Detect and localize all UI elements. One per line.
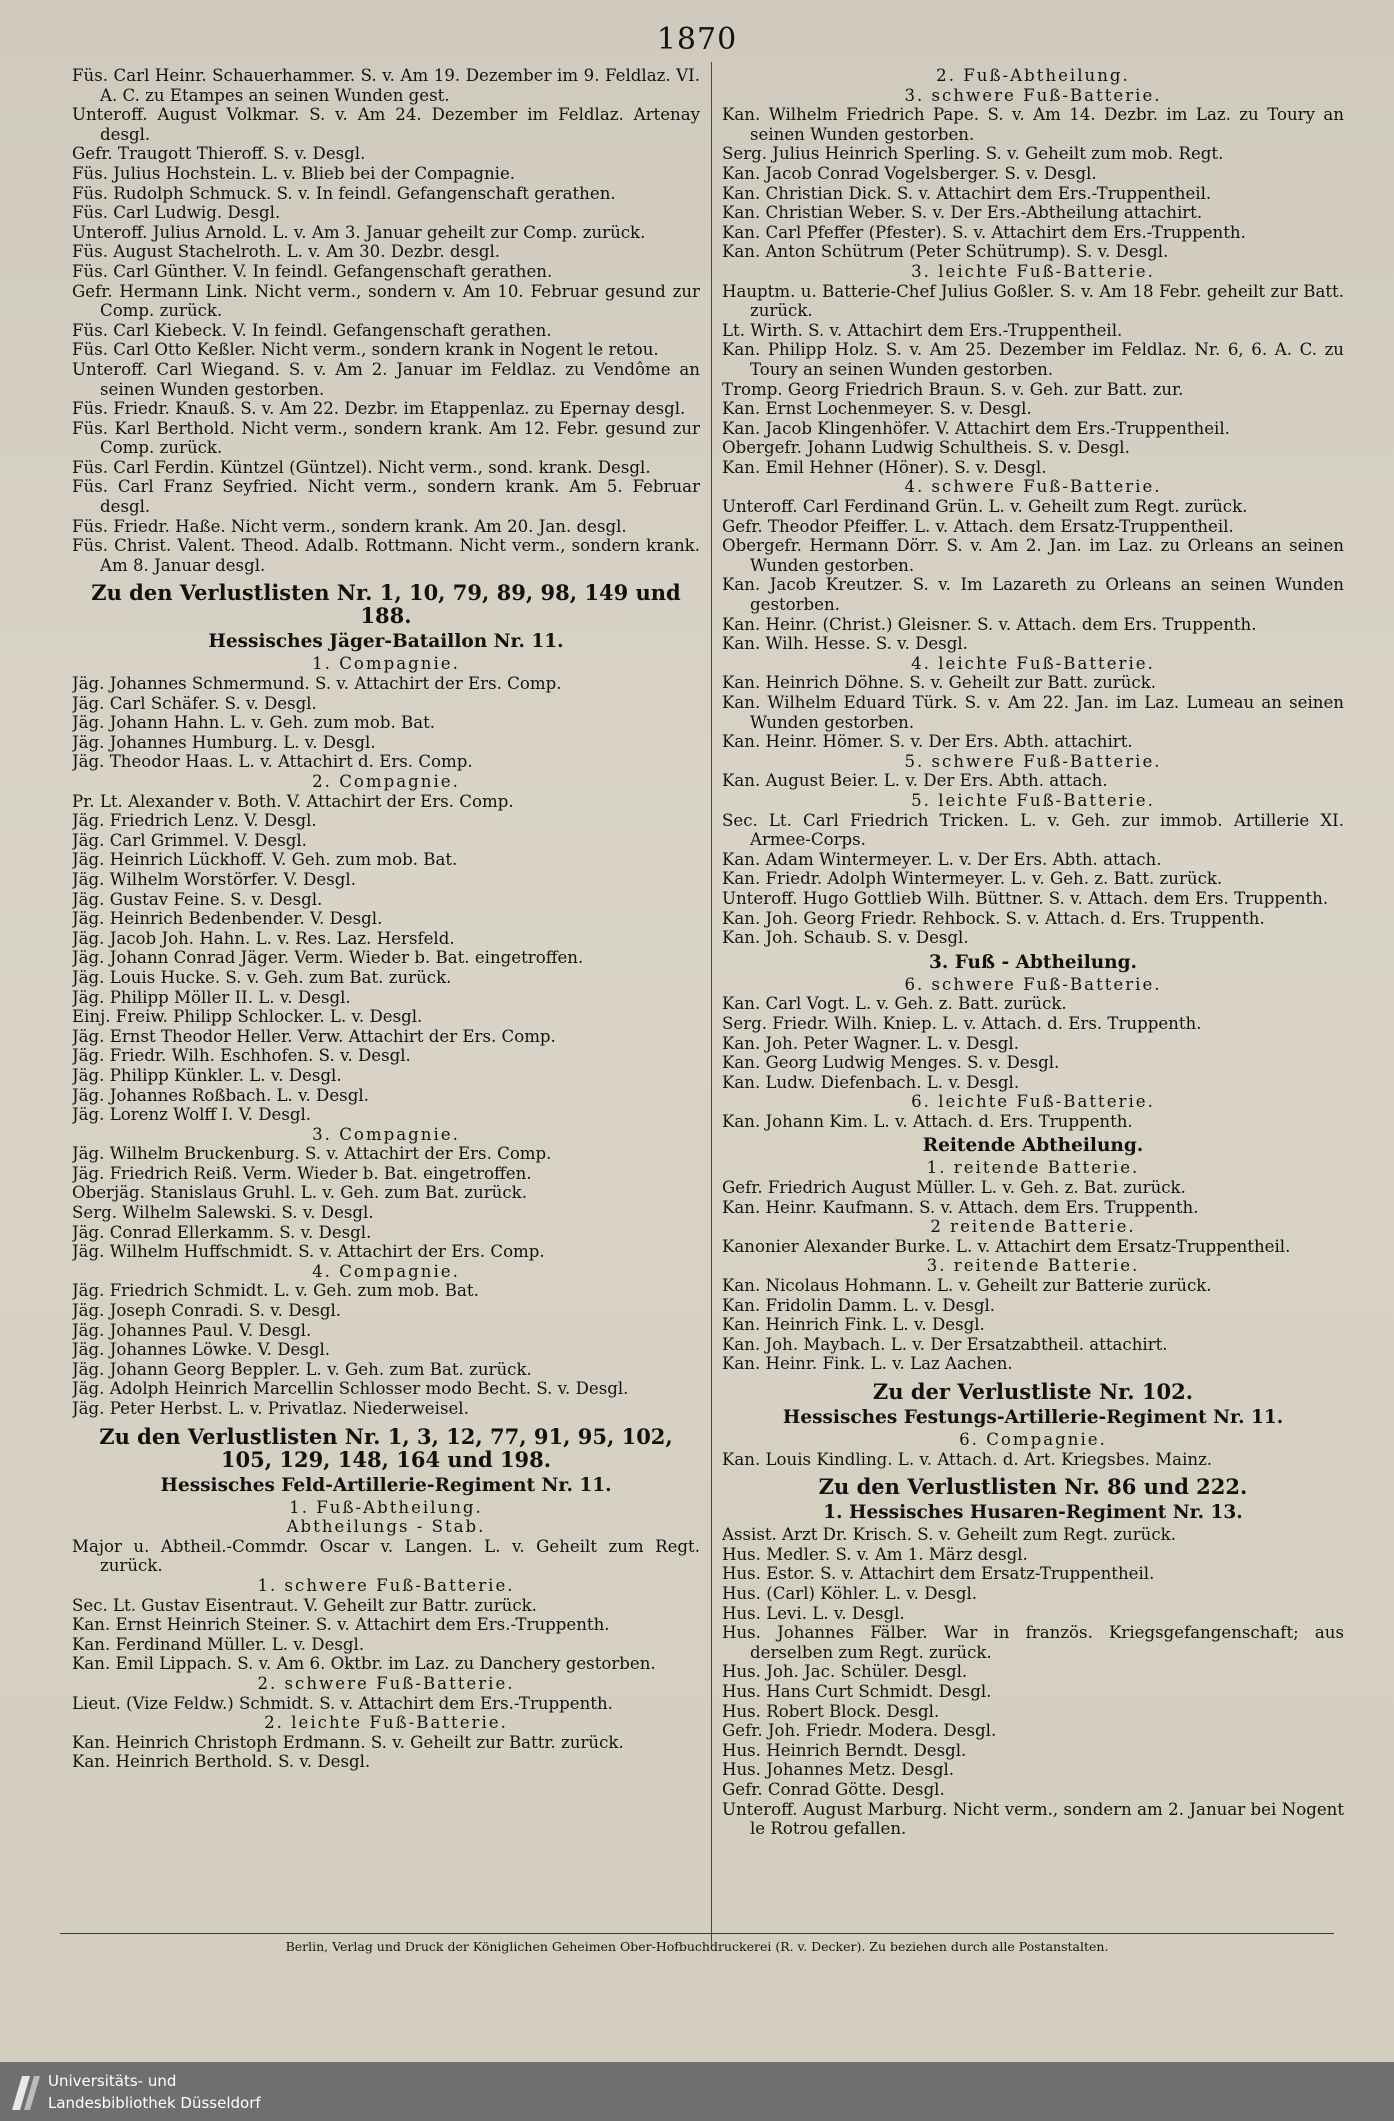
casualty-entry: Jäg. Theodor Haas. L. v. Attachirt d. Ers. Comp. bbox=[72, 752, 473, 772]
casualty-entry: Kan. Adam Wintermeyer. L. v. Der Ers. Abth. attach. bbox=[722, 849, 1162, 869]
casualty-entry: Jäg. Louis Hucke. S. v. Geh. zum Bat. zurück. bbox=[72, 967, 452, 987]
list-heading: Zu den Verlustlisten Nr. 86 und 222. bbox=[818, 1474, 1248, 1500]
casualty-entry: Jäg. Heinrich Lückhoff. V. Geh. zum mob. Bat. bbox=[72, 850, 458, 870]
regiment-heading: Hessisches Festungs-Artillerie-Regiment Nr. 11. bbox=[782, 1407, 1284, 1428]
casualty-entry: Kan. Johann Kim. L. v. Attach. d. Ers. Truppenth. bbox=[722, 1111, 1133, 1131]
casualty-entry: Jäg. Adolph Heinrich Marcellin Schlosser modo Becht. S. v. Desgl. bbox=[72, 1379, 629, 1399]
casualty-entry: Füs. Carl Ferdin. Küntzel (Güntzel). Nicht verm., sond. krank. Desgl. bbox=[72, 457, 651, 477]
casualty-entry: Jäg. Wilhelm Bruckenburg. S. v. Attachirt der Ers. Comp. bbox=[72, 1144, 552, 1164]
casualty-entry: Kan. Friedr. Adolph Wintermeyer. L. v. Geh. z. Batt. zurück. bbox=[722, 869, 1223, 889]
casualty-entry: Kan. Carl Pfeffer (Pfester). S. v. Attachirt dem Ers.-Truppenth. bbox=[722, 222, 1246, 242]
casualty-entry: Kan. Heinr. Hömer. S. v. Der Ers. Abth. attachirt. bbox=[722, 732, 1133, 752]
casualty-entry: Jäg. Peter Herbst. L. v. Privatlaz. Niederweisel. bbox=[72, 1399, 469, 1418]
unit-subheading: 2. schwere Fuß-Batterie. bbox=[257, 1673, 515, 1693]
casualty-entry: Kanonier Alexander Burke. L. v. Attachirt dem Ersatz-Truppentheil. bbox=[722, 1236, 1291, 1256]
list-heading: Zu den Verlustlisten Nr. 1, 10, 79, 89, 98, 149 und 188. bbox=[91, 580, 681, 629]
casualty-entry: Hus. Levi. L. v. Desgl. bbox=[722, 1603, 905, 1623]
casualty-entry: Kan. Heinrich Fink. L. v. Desgl. bbox=[722, 1315, 985, 1335]
unit-subheading: 4. schwere Fuß-Batterie. bbox=[904, 477, 1162, 497]
casualty-entry: Kan. Joh. Georg Friedr. Rehbock. S. v. Attach. d. Ers. Truppenth. bbox=[722, 908, 1265, 928]
imprint-footer: Berlin, Verlag und Druck der Königlichen Geheimen Ober-Hofbuchdruckerei (R. v. Decker). Zu beziehen durch alle Postanstalten. bbox=[60, 1933, 1334, 1954]
casualty-entry: Gefr. Theodor Pfeiffer. L. v. Attach. dem Ersatz-Truppentheil. bbox=[722, 516, 1234, 536]
casualty-entry: Kan. Heinr. (Christ.) Gleisner. S. v. Attach. dem Ers. Truppenth. bbox=[722, 614, 1257, 634]
casualty-entry: Jäg. Friedrich Reiß. Verm. Wieder b. Bat. eingetroffen. bbox=[72, 1163, 532, 1183]
regiment-heading: Hessisches Feld-Artillerie-Regiment Nr. 11. bbox=[160, 1474, 612, 1496]
library-name-line1: Universitäts- und bbox=[48, 2072, 177, 2090]
unit-subheading: Abtheilungs - Stab. bbox=[286, 1517, 486, 1537]
casualty-entry: Gefr. Friedrich August Müller. L. v. Geh. z. Bat. zurück. bbox=[722, 1178, 1186, 1198]
unit-subheading: 2 reitende Batterie. bbox=[930, 1217, 1136, 1237]
casualty-entry: Jäg. Joseph Conradi. S. v. Desgl. bbox=[72, 1301, 342, 1321]
casualty-entry: Füs. Carl Günther. V. In feindl. Gefangenschaft gerathen. bbox=[72, 261, 553, 281]
casualty-entry: Kan. Louis Kindling. L. v. Attach. d. Art. Kriegsbes. Mainz. bbox=[722, 1449, 1213, 1469]
casualty-entry: Hus. Estor. S. v. Attachirt dem Ersatz-Truppentheil. bbox=[722, 1564, 1155, 1584]
casualty-entry: Jäg. Lorenz Wolff I. V. Desgl. bbox=[72, 1105, 312, 1125]
unit-subheading: 2. leichte Fuß-Batterie. bbox=[264, 1713, 508, 1733]
casualty-entry: Jäg. Johann Hahn. L. v. Geh. zum mob. Bat. bbox=[72, 713, 436, 733]
casualty-entry: Gefr. Joh. Friedr. Modera. Desgl. bbox=[722, 1721, 997, 1741]
unit-subheading: 1. Fuß-Abtheilung. bbox=[289, 1497, 483, 1517]
casualty-entry: Unteroff. Julius Arnold. L. v. Am 3. Januar geheilt zur Comp. zurück. bbox=[72, 222, 646, 242]
casualty-entry: Obergefr. Johann Ludwig Schultheis. S. v. Desgl. bbox=[722, 438, 1130, 458]
casualty-entry: Kan. Ferdinand Müller. L. v. Desgl. bbox=[72, 1634, 365, 1654]
unit-subheading: 3. schwere Fuß-Batterie. bbox=[904, 85, 1162, 105]
casualty-entry: Füs. Julius Hochstein. L. v. Blieb bei der Compagnie. bbox=[72, 163, 516, 183]
casualty-entry: Hus. Hans Curt Schmidt. Desgl. bbox=[722, 1681, 992, 1701]
casualty-entry: Gefr. Conrad Götte. Desgl. bbox=[722, 1779, 945, 1799]
casualty-entry: Füs. Carl Kiebeck. V. In feindl. Gefangenschaft gerathen. bbox=[72, 320, 552, 340]
casualty-entry: Füs. Rudolph Schmuck. S. v. In feindl. Gefangenschaft gerathen. bbox=[72, 183, 616, 203]
casualty-entry: Kan. Jacob Kreutzer. S. v. Im Lazareth zu Orleans an seinen Wunden gestorben. bbox=[722, 575, 1344, 615]
casualty-entry: Jäg. Carl Schäfer. S. v. Desgl. bbox=[72, 693, 317, 713]
casualty-entry: Jäg. Friedrich Lenz. V. Desgl. bbox=[72, 811, 317, 831]
casualty-entry: Jäg. Wilhelm Worstörfer. V. Desgl. bbox=[72, 869, 356, 889]
casualty-entry: Jäg. Wilhelm Huffschmidt. S. v. Attachirt der Ers. Comp. bbox=[72, 1242, 545, 1262]
casualty-entry: Füs. August Stachelroth. L. v. Am 30. Dezbr. desgl. bbox=[72, 242, 501, 262]
unit-subheading: 6. leichte Fuß-Batterie. bbox=[911, 1092, 1155, 1112]
casualty-entry: Kan. Georg Ludwig Menges. S. v. Desgl. bbox=[722, 1053, 1060, 1073]
casualty-entry: Jäg. Johannes Schmermund. S. v. Attachirt der Ers. Comp. bbox=[72, 674, 562, 694]
list-heading: Zu der Verlustliste Nr. 102. bbox=[872, 1379, 1194, 1404]
casualty-entry: Jäg. Philipp Künkler. L. v. Desgl. bbox=[72, 1065, 342, 1085]
casualty-entry: Sec. Lt. Carl Friedrich Tricken. L. v. Geh. zur immob. Artillerie XI. Armee-Corps. bbox=[722, 810, 1344, 850]
casualty-entry: Jäg. Johann Georg Beppler. L. v. Geh. zum Bat. zurück. bbox=[72, 1359, 532, 1379]
casualty-entry: Füs. Christ. Valent. Theod. Adalb. Rottmann. Nicht verm., sondern krank. Am 8. Januar desgl. bbox=[72, 536, 700, 575]
casualty-entry: Unteroff. Hugo Gottlieb Wilh. Büttner. S. v. Attach. dem Ers. Truppenth. bbox=[722, 888, 1329, 908]
casualty-entry: Kan. Joh. Peter Wagner. L. v. Desgl. bbox=[722, 1033, 1019, 1053]
unit-subheading: 1. Compagnie. bbox=[312, 654, 460, 674]
casualty-entry: Assist. Arzt Dr. Krisch. S. v. Geheilt zum Regt. zurück. bbox=[722, 1525, 1176, 1545]
casualty-entry: Hus. (Carl) Köhler. L. v. Desgl. bbox=[722, 1583, 978, 1603]
left-column bbox=[72, 66, 700, 1946]
casualty-entry: Jäg. Conrad Ellerkamm. S. v. Desgl. bbox=[72, 1222, 372, 1242]
casualty-entry: Hauptm. u. Batterie-Chef Julius Goßler. S. v. Am 18 Febr. geheilt zur Batt. zurück. bbox=[722, 281, 1344, 321]
casualty-entry: Kan. Heinrich Döhne. S. v. Geheilt zur Batt. zurück. bbox=[722, 673, 1157, 693]
right-column bbox=[722, 66, 1344, 1946]
casualty-entry: Hus. Heinrich Berndt. Desgl. bbox=[722, 1740, 967, 1760]
casualty-entry: Kan. Heinrich Berthold. S. v. Desgl. bbox=[72, 1752, 371, 1772]
casualty-entry: Jäg. Johannes Humburg. L. v. Desgl. bbox=[72, 732, 376, 752]
casualty-entry: Hus. Joh. Jac. Schüler. Desgl. bbox=[722, 1662, 968, 1682]
casualty-entry: Pr. Lt. Alexander v. Both. V. Attachirt der Ers. Comp. bbox=[72, 791, 514, 811]
unit-subheading: 4. leichte Fuß-Batterie. bbox=[911, 653, 1155, 673]
unit-subheading: 5. schwere Fuß-Batterie. bbox=[904, 751, 1162, 771]
library-logo-icon bbox=[8, 2072, 44, 2112]
casualty-entry: Kan. Philipp Holz. S. v. Am 25. Dezember im Feldlaz. Nr. 6, 6. A. C. zu Toury an seinen Wunden gestorben. bbox=[722, 340, 1344, 379]
casualty-entry: Unteroff. Carl Wiegand. S. v. Am 2. Januar im Feldlaz. zu Vendôme an seinen Wunden gestorben. bbox=[72, 359, 700, 399]
casualty-entry: Jäg. Johannes Roßbach. L. v. Desgl. bbox=[72, 1085, 369, 1105]
column-divider bbox=[711, 62, 712, 1947]
unit-subheading: 1. schwere Fuß-Batterie. bbox=[257, 1575, 515, 1595]
unit-subheading: 2. Compagnie. bbox=[312, 772, 460, 791]
casualty-entry: Jäg. Carl Grimmel. V. Desgl. bbox=[72, 830, 307, 850]
casualty-entry: Kan. Christian Weber. S. v. Der Ers.-Abtheilung attachirt. bbox=[722, 203, 1203, 223]
regiment-heading: 1. Hessisches Husaren-Regiment Nr. 13. bbox=[823, 1502, 1243, 1524]
casualty-entry: Einj. Freiw. Philipp Schlocker. L. v. Desgl. bbox=[72, 1007, 423, 1027]
casualty-entry: Kan. Ludw. Diefenbach. L. v. Desgl. bbox=[722, 1072, 1020, 1092]
casualty-entry: Kan. Emil Hehner (Höner). S. v. Desgl. bbox=[722, 457, 1047, 477]
casualty-entry: Kan. Wilhelm Friedrich Pape. S. v. Am 14. Dezbr. im Laz. zu Toury an seinen Wunden gestorben. bbox=[722, 105, 1344, 144]
casualty-entry: Jäg. Friedrich Schmidt. L. v. Geh. zum mob. Bat. bbox=[72, 1281, 479, 1301]
unit-subheading: 1. reitende Batterie. bbox=[926, 1158, 1140, 1178]
list-heading: Zu den Verlustlisten Nr. 1, 3, 12, 77, 91, 95, 102, 105, 129, 148, 164 und 198. bbox=[99, 1423, 673, 1472]
unit-subheading: 3. leichte Fuß-Batterie. bbox=[911, 261, 1155, 281]
casualty-entry: Serg. Wilhelm Salewski. S. v. Desgl. bbox=[72, 1203, 374, 1223]
casualty-entry: Kan. Heinr. Fink. L. v. Laz Aachen. bbox=[722, 1354, 1013, 1374]
casualty-entry: Jäg. Johannes Löwke. V. Desgl. bbox=[72, 1340, 331, 1360]
casualty-entry: Unteroff. August Volkmar. S. v. Am 24. Dezember im Feldlaz. Artenay desgl. bbox=[72, 105, 700, 144]
casualty-entry: Hus. Johannes Metz. Desgl. bbox=[722, 1760, 955, 1780]
casualty-entry: Sec. Lt. Gustav Eisentraut. V. Geheilt zur Battr. zurück. bbox=[72, 1595, 537, 1615]
unit-subheading: 6. Compagnie. bbox=[959, 1430, 1107, 1449]
library-bar bbox=[0, 2062, 1394, 2121]
casualty-entry: Jäg. Gustav Feine. S. v. Desgl. bbox=[72, 889, 323, 909]
casualty-entry: Jäg. Jacob Joh. Hahn. L. v. Res. Laz. Hersfeld. bbox=[72, 928, 455, 948]
casualty-entry: Kan. Wilh. Hesse. S. v. Desgl. bbox=[722, 634, 968, 654]
casualty-entry: Füs. Friedr. Knauß. S. v. Am 22. Dezbr. im Etappenlaz. zu Epernay desgl. bbox=[72, 399, 686, 419]
unit-subheading: 3. reitende Batterie. bbox=[926, 1256, 1140, 1276]
casualty-entry: Kan. Nicolaus Hohmann. L. v. Geheilt zur Batterie zurück. bbox=[722, 1276, 1212, 1296]
casualty-entry: Kan. Carl Vogt. L. v. Geh. z. Batt. zurück. bbox=[722, 994, 1067, 1014]
casualty-entry: Füs. Carl Franz Seyfried. Nicht verm., sondern krank. Am 5. Februar desgl. bbox=[72, 477, 700, 517]
casualty-entry: Jäg. Ernst Theodor Heller. Verw. Attachirt der Ers. Comp. bbox=[72, 1026, 556, 1046]
casualty-entry: Füs. Carl Otto Keßler. Nicht verm., sondern krank in Nogent le retou. bbox=[72, 340, 659, 360]
casualty-entry: Kan. Fridolin Damm. L. v. Desgl. bbox=[722, 1295, 996, 1315]
casualty-entry: Lieut. (Vize Feldw.) Schmidt. S. v. Attachirt dem Ers.-Truppenth. bbox=[72, 1693, 613, 1713]
casualty-entry: Unteroff. Carl Ferdinand Grün. L. v. Geheilt zum Regt. zurück. bbox=[722, 497, 1248, 517]
casualty-entry: Kan. Ernst Heinrich Steiner. S. v. Attachirt dem Ers.-Truppenth. bbox=[72, 1615, 610, 1635]
casualty-entry: Major u. Abtheil.-Commdr. Oscar v. Langen. L. v. Geheilt zum Regt. zurück. bbox=[72, 1536, 700, 1576]
casualty-entry: Jäg. Heinrich Bedenbender. V. Desgl. bbox=[72, 909, 383, 929]
casualty-entry: Unteroff. August Marburg. Nicht verm., sondern am 2. Januar bei Nogent le Rotrou gefallen. bbox=[722, 1799, 1344, 1839]
unit-subheading: 4. Compagnie. bbox=[312, 1261, 460, 1281]
page-number: 1870 bbox=[656, 22, 738, 57]
casualty-entry: Jäg. Philipp Möller II. L. v. Desgl. bbox=[72, 987, 351, 1007]
casualty-entry: Füs. Karl Berthold. Nicht verm., sondern krank. Am 12. Febr. gesund zur Comp. zurück. bbox=[72, 418, 700, 458]
casualty-entry: Kan. Christian Dick. S. v. Attachirt dem Ers.-Truppentheil. bbox=[722, 183, 1212, 203]
regiment-heading: Reitende Abtheilung. bbox=[922, 1135, 1144, 1157]
casualty-entry: Kan. Heinrich Christoph Erdmann. S. v. Geheilt zur Battr. zurück. bbox=[72, 1732, 624, 1752]
library-name-line2: Landesbibliothek Düsseldorf bbox=[48, 2094, 261, 2112]
unit-subheading: 5. leichte Fuß-Batterie. bbox=[911, 790, 1155, 810]
casualty-entry: Serg. Friedr. Wilh. Kniep. L. v. Attach. d. Ers. Truppenth. bbox=[722, 1013, 1202, 1033]
casualty-entry: Tromp. Georg Friedrich Braun. S. v. Geh. zur Batt. zur. bbox=[722, 379, 1184, 399]
casualty-entry: Kan. Anton Schütrum (Peter Schütrump). S. v. Desgl. bbox=[722, 242, 1169, 262]
casualty-entry: Kan. August Beier. L. v. Der Ers. Abth. attach. bbox=[722, 771, 1108, 791]
casualty-entry: Serg. Julius Heinrich Sperling. S. v. Geheilt zum mob. Regt. bbox=[722, 144, 1224, 164]
casualty-entry: Kan. Joh. Schaub. S. v. Desgl. bbox=[722, 928, 969, 948]
casualty-entry: Füs. Carl Ludwig. Desgl. bbox=[72, 203, 281, 223]
casualty-entry: Hus. Robert Block. Desgl. bbox=[722, 1701, 940, 1721]
unit-subheading: 6. schwere Fuß-Batterie. bbox=[904, 974, 1162, 994]
casualty-entry: Füs. Carl Heinr. Schauerhammer. S. v. Am 19. Dezember im 9. Feldlaz. VI. A. C. zu Etampes an seinen Wunden gest. bbox=[72, 66, 700, 105]
casualty-entry: Jäg. Johannes Paul. V. Desgl. bbox=[72, 1320, 312, 1340]
casualty-entry: Kan. Wilhelm Eduard Türk. S. v. Am 22. Jan. im Laz. Lumeau an seinen Wunden gestorben. bbox=[722, 693, 1344, 732]
casualty-entry: Hus. Medler. S. v. Am 1. März desgl. bbox=[722, 1544, 1028, 1564]
casualty-entry: Jäg. Friedr. Wilh. Eschhofen. S. v. Desgl. bbox=[72, 1046, 411, 1066]
casualty-entry: Obergefr. Hermann Dörr. S. v. Am 2. Jan. im Laz. zu Orleans an seinen Wunden gestorben. bbox=[722, 536, 1344, 575]
casualty-entry: Gefr. Traugott Thieroff. S. v. Desgl. bbox=[72, 144, 366, 164]
casualty-entry: Kan. Jacob Conrad Vogelsberger. S. v. Desgl. bbox=[722, 163, 1097, 183]
unit-subheading: 2. Fuß-Abtheilung. bbox=[936, 66, 1130, 85]
unit-subheading: 3. Compagnie. bbox=[312, 1124, 460, 1144]
casualty-entry: Füs. Friedr. Haße. Nicht verm., sondern krank. Am 20. Jan. desgl. bbox=[72, 516, 627, 536]
casualty-entry: Hus. Johannes Fälber. War in französ. Kriegsgefangenschaft; aus derselben zum Regt. zurück. bbox=[722, 1623, 1344, 1662]
casualty-entry: Jäg. Johann Conrad Jäger. Verm. Wieder b. Bat. eingetroffen. bbox=[72, 948, 584, 968]
casualty-entry: Gefr. Hermann Link. Nicht verm., sondern v. Am 10. Februar gesund zur Comp. zurück. bbox=[72, 281, 700, 321]
casualty-entry: Kan. Jacob Klingenhöfer. V. Attachirt dem Ers.-Truppentheil. bbox=[722, 418, 1230, 438]
casualty-entry: Kan. Emil Lippach. S. v. Am 6. Oktbr. im Laz. zu Danchery gestorben. bbox=[72, 1654, 656, 1674]
casualty-entry: Kan. Joh. Maybach. L. v. Der Ersatzabtheil. attachirt. bbox=[722, 1334, 1168, 1354]
regiment-heading: Hessisches Jäger-Bataillon Nr. 11. bbox=[208, 631, 564, 653]
casualty-entry: Oberjäg. Stanislaus Gruhl. L. v. Geh. zum Bat. zurück. bbox=[72, 1183, 527, 1203]
casualty-entry: Kan. Heinr. Kaufmann. S. v. Attach. dem Ers. Truppenth. bbox=[722, 1197, 1199, 1217]
casualty-entry: Lt. Wirth. S. v. Attachirt dem Ers.-Truppentheil. bbox=[722, 320, 1123, 340]
casualty-entry: Kan. Ernst Lochenmeyer. S. v. Desgl. bbox=[722, 399, 1032, 419]
regiment-heading: 3. Fuß - Abtheilung. bbox=[928, 951, 1138, 973]
